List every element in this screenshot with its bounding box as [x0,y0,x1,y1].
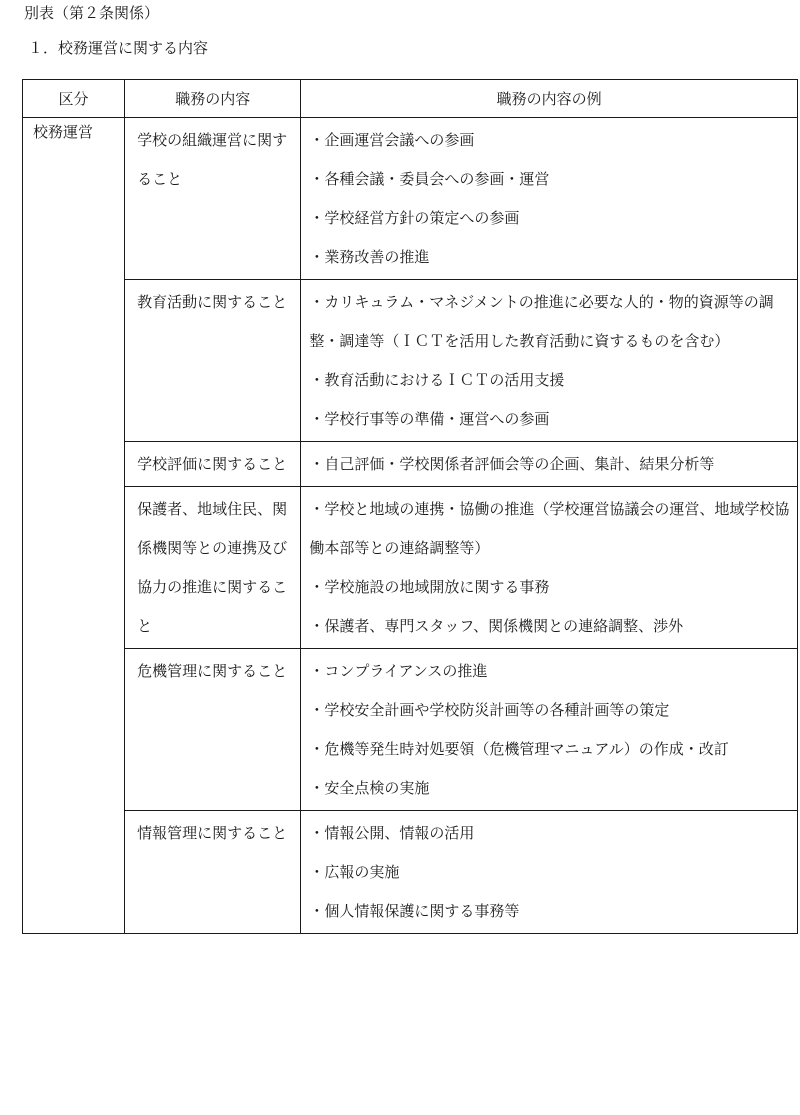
header-examples: 職務の内容の例 [301,80,798,118]
content-text: 情報管理に関すること [137,824,288,842]
example-item: ・学校安全計画や学校防災計画等の各種計画等の策定 [309,701,670,719]
table-body [23,118,798,934]
example-item: ・学校行事等の準備・運営への参画 [309,410,550,428]
example-item: ・コンプライアンスの推進 [309,662,488,680]
example-item: ・業務改善の推進 [309,248,430,266]
examples-cell [301,442,798,487]
content-cell [125,649,301,811]
table-row [23,118,798,280]
examples-list [301,280,797,441]
example-item: ・広報の実施 [309,863,400,881]
example-item: ・危機等発生時対処要領（危機管理マニュアル）の作成・改訂 [309,740,729,758]
examples-list [301,442,797,486]
example-item: ・自己評価・学校関係者評価会等の企画、集計、結果分析等 [309,455,715,473]
content-text: 保護者、地域住民、関係機関等との連携及び協力の推進に関すること [137,500,288,635]
document-heading: 別表（第２条関係） [24,4,160,22]
table-row [23,280,798,442]
example-item: ・カリキュラム・マネジメントの推進に必要な人的・物的資源等の調整・調達等（ＩＣＴを活用した教育活動に資するものを含む） [309,293,774,350]
example-item: ・学校施設の地域開放に関する事務 [309,578,550,596]
examples-cell [301,811,798,934]
content-cell [125,811,301,934]
example-item: ・個人情報保護に関する事務等 [309,902,520,920]
example-item: ・安全点検の実施 [309,779,430,797]
example-item: ・教育活動におけるＩＣＴの活用支援 [309,371,565,389]
examples-cell [301,487,798,649]
examples-list [301,487,797,648]
content-text: 学校評価に関すること [137,455,288,473]
header-content: 職務の内容 [125,80,301,118]
content-text: 学校の組織運営に関すること [137,131,288,188]
table-row [23,811,798,934]
content-cell [125,442,301,487]
example-item: ・学校経営方針の策定への参画 [309,209,520,227]
header-category: 区分 [23,80,125,118]
content-cell [125,487,301,649]
duties-table [22,79,798,934]
content-text: 教育活動に関すること [137,293,288,311]
content-text: 危機管理に関すること [137,662,288,680]
examples-cell [301,280,798,442]
content-cell [125,118,301,280]
table-header-row [23,80,798,118]
category-cell [23,118,125,934]
table-row [23,649,798,811]
examples-cell [301,649,798,811]
examples-list [301,811,797,933]
examples-list [301,118,797,279]
example-item: ・保護者、専門スタッフ、関係機関との連絡調整、渉外 [309,617,684,635]
example-item: ・各種会議・委員会への参画・運営 [309,170,550,188]
category-label: 校務運営 [33,123,94,141]
table-row [23,442,798,487]
examples-list [301,649,797,810]
example-item: ・企画運営会議への参画 [309,131,475,149]
example-item: ・情報公開、情報の活用 [309,824,475,842]
content-cell [125,280,301,442]
example-item: ・学校と地域の連携・協働の推進（学校運営協議会の運営、地域学校協働本部等との連絡調整等） [309,500,790,557]
examples-cell [301,118,798,280]
section-heading: １．校務運営に関する内容 [28,39,209,57]
table-row [23,487,798,649]
